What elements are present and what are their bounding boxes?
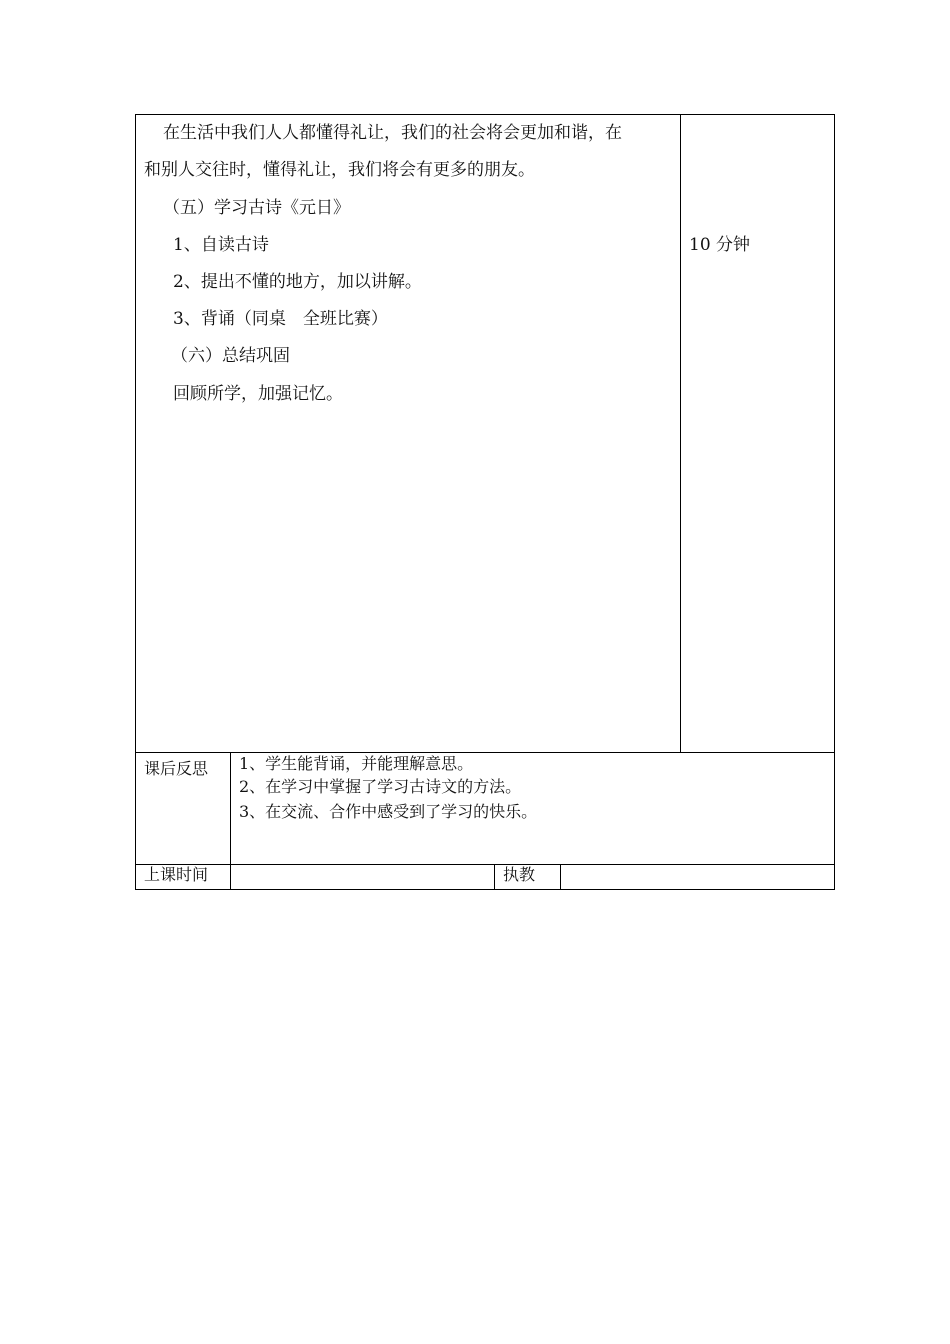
step-recite: 3、背诵（同桌 全班比赛） [173,309,388,329]
divider-time-column [680,115,681,752]
divider-reflection-top [136,752,835,753]
time-allocation: 10 分钟 [689,235,751,255]
reflection-line-1: 1、学生能背诵，并能理解意思。 [239,754,474,773]
step-self-read: 1、自读古诗 [173,235,269,255]
section-heading-summary: （六）总结巩固 [171,346,290,366]
class-time-label: 上课时间 [144,865,209,884]
teacher-label: 执教 [503,865,536,884]
step-ask-questions: 2、提出不懂的地方，加以讲解。 [173,272,422,292]
content-line-2: 和别人交往时，懂得礼让，我们将会有更多的朋友。 [144,160,535,180]
summary-line: 回顾所学，加强记忆。 [173,384,343,404]
divider-footer-top [136,864,835,865]
reflection-line-3: 3、在交流、合作中感受到了学习的快乐。 [239,802,538,821]
divider-footer-teacher [560,864,561,890]
reflection-label: 课后反思 [144,759,209,778]
lesson-plan-table [135,114,835,890]
section-heading-ancient-poem: （五）学习古诗《元日》 [163,198,350,218]
content-line-1: 在生活中我们人人都懂得礼让，我们的社会将会更加和谐，在 [163,123,622,143]
reflection-line-2: 2、在学习中掌握了学习古诗文的方法。 [239,777,522,796]
divider-reflection-label [230,752,231,890]
divider-footer-mid [494,864,495,890]
